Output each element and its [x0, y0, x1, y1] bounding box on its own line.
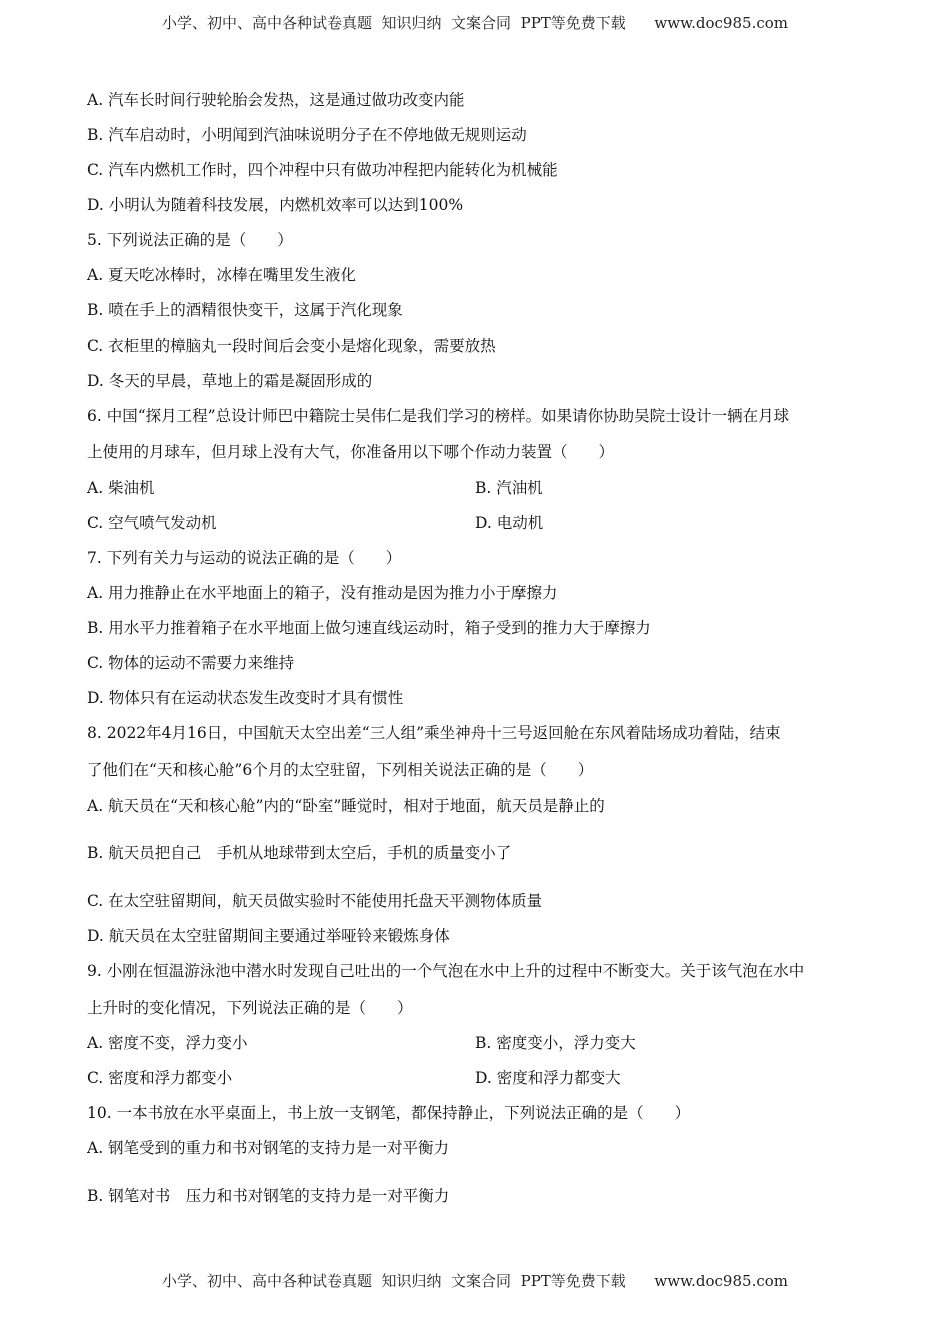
q6-option-d: D. 电动机 — [475, 514, 544, 532]
q7-option-c: C. 物体的运动不需要力来维持 — [87, 654, 295, 672]
q10-option-a: A. 钢笔受到的重力和书对钢笔的支持力是一对平衡力 — [87, 1139, 450, 1157]
q9-option-d: D. 密度和浮力都变大 — [475, 1069, 621, 1087]
q5-option-b: B. 喷在手上的酒精很快变干，这属于汽化现象 — [87, 301, 403, 319]
q7-option-b: B. 用水平力推着箱子在水平地面上做匀速直线运动时，箱子受到的推力大于摩擦力 — [87, 619, 651, 637]
q10-stem: 10. 一本书放在水平桌面上，书上放一支钢笔，都保持静止，下列说法正确的是（ ） — [87, 1104, 691, 1122]
q8-option-c: C. 在太空驻留期间，航天员做实验时不能使用托盘天平测物体质量 — [87, 892, 543, 910]
q9-stem-line2: 上升时的变化情况，下列说法正确的是（ ） — [87, 999, 413, 1017]
q8-stem-line1: 8. 2022年4月16日，中国航天太空出差“三人组”乘坐神舟十三号返回舱在东风着陆场成功着陆，结束 — [87, 724, 781, 742]
q6-stem-line1: 6. 中国“探月工程”总设计师巴中籍院士吴伟仁是我们学习的榜样。如果请你协助吴院士设计一辆在月球 — [87, 407, 790, 425]
q6-option-c: C. 空气喷气发动机 — [87, 514, 217, 532]
q4-option-c: C. 汽车内燃机工作时，四个冲程中只有做功冲程把内能转化为机械能 — [87, 161, 558, 179]
q5-stem: 5. 下列说法正确的是（ ） — [87, 231, 293, 249]
q7-option-d: D. 物体只有在运动状态发生改变时才具有惯性 — [87, 689, 404, 707]
q9-stem-line1: 9. 小刚在恒温游泳池中潜水时发现自己吐出的一个气泡在水中上升的过程中不断变大。关于该气泡在水中 — [87, 962, 805, 980]
q4-option-d: D. 小明认为随着科技发展，内燃机效率可以达到100% — [87, 196, 464, 214]
q8-option-d: D. 航天员在太空驻留期间主要通过举哑铃来锻炼身体 — [87, 927, 450, 945]
q9-option-c: C. 密度和浮力都变小 — [87, 1069, 233, 1087]
q4-option-b: B. 汽车启动时，小明闻到汽油味说明分子在不停地做无规则运动 — [87, 126, 527, 144]
q9-option-a: A. 密度不变，浮力变小 — [87, 1034, 248, 1052]
q8-stem-line2: 了他们在“天和核心舱”6个月的太空驻留，下列相关说法正确的是（ ） — [87, 761, 594, 779]
q4-option-a: A. 汽车长时间行驶轮胎会发热，这是通过做功改变内能 — [87, 91, 465, 109]
q9-option-b: B. 密度变小，浮力变大 — [475, 1034, 636, 1052]
q8-option-b: B. 航天员把自己 手机从地球带到太空后，手机的质量变小了 — [87, 844, 512, 862]
q7-option-a: A. 用力推静止在水平地面上的箱子，没有推动是因为推力小于摩擦力 — [87, 584, 558, 602]
q7-stem: 7. 下列有关力与运动的说法正确的是（ ） — [87, 549, 402, 567]
page-header: 小学、初中、高中各种试卷真题 知识归纳 文案合同 PPT等免费下载 www.doc985.com — [161, 14, 788, 32]
q10-option-b: B. 钢笔对书 压力和书对钢笔的支持力是一对平衡力 — [87, 1187, 450, 1205]
q6-option-b: B. 汽油机 — [475, 479, 543, 497]
q5-option-a: A. 夏天吃冰棒时，冰棒在嘴里发生液化 — [87, 266, 357, 284]
q5-option-d: D. 冬天的早晨，草地上的霜是凝固形成的 — [87, 372, 373, 390]
page-footer: 小学、初中、高中各种试卷真题 知识归纳 文案合同 PPT等免费下载 www.doc985.com — [161, 1272, 788, 1290]
q8-option-a: A. 航天员在“天和核心舱”内的“卧室”睡觉时，相对于地面，航天员是静止的 — [87, 797, 605, 815]
q6-stem-line2: 上使用的月球车，但月球上没有大气，你准备用以下哪个作动力装置（ ） — [87, 443, 615, 461]
q5-option-c: C. 衣柜里的樟脑丸一段时间后会变小是熔化现象，需要放热 — [87, 337, 496, 355]
q6-option-a: A. 柴油机 — [87, 479, 155, 497]
